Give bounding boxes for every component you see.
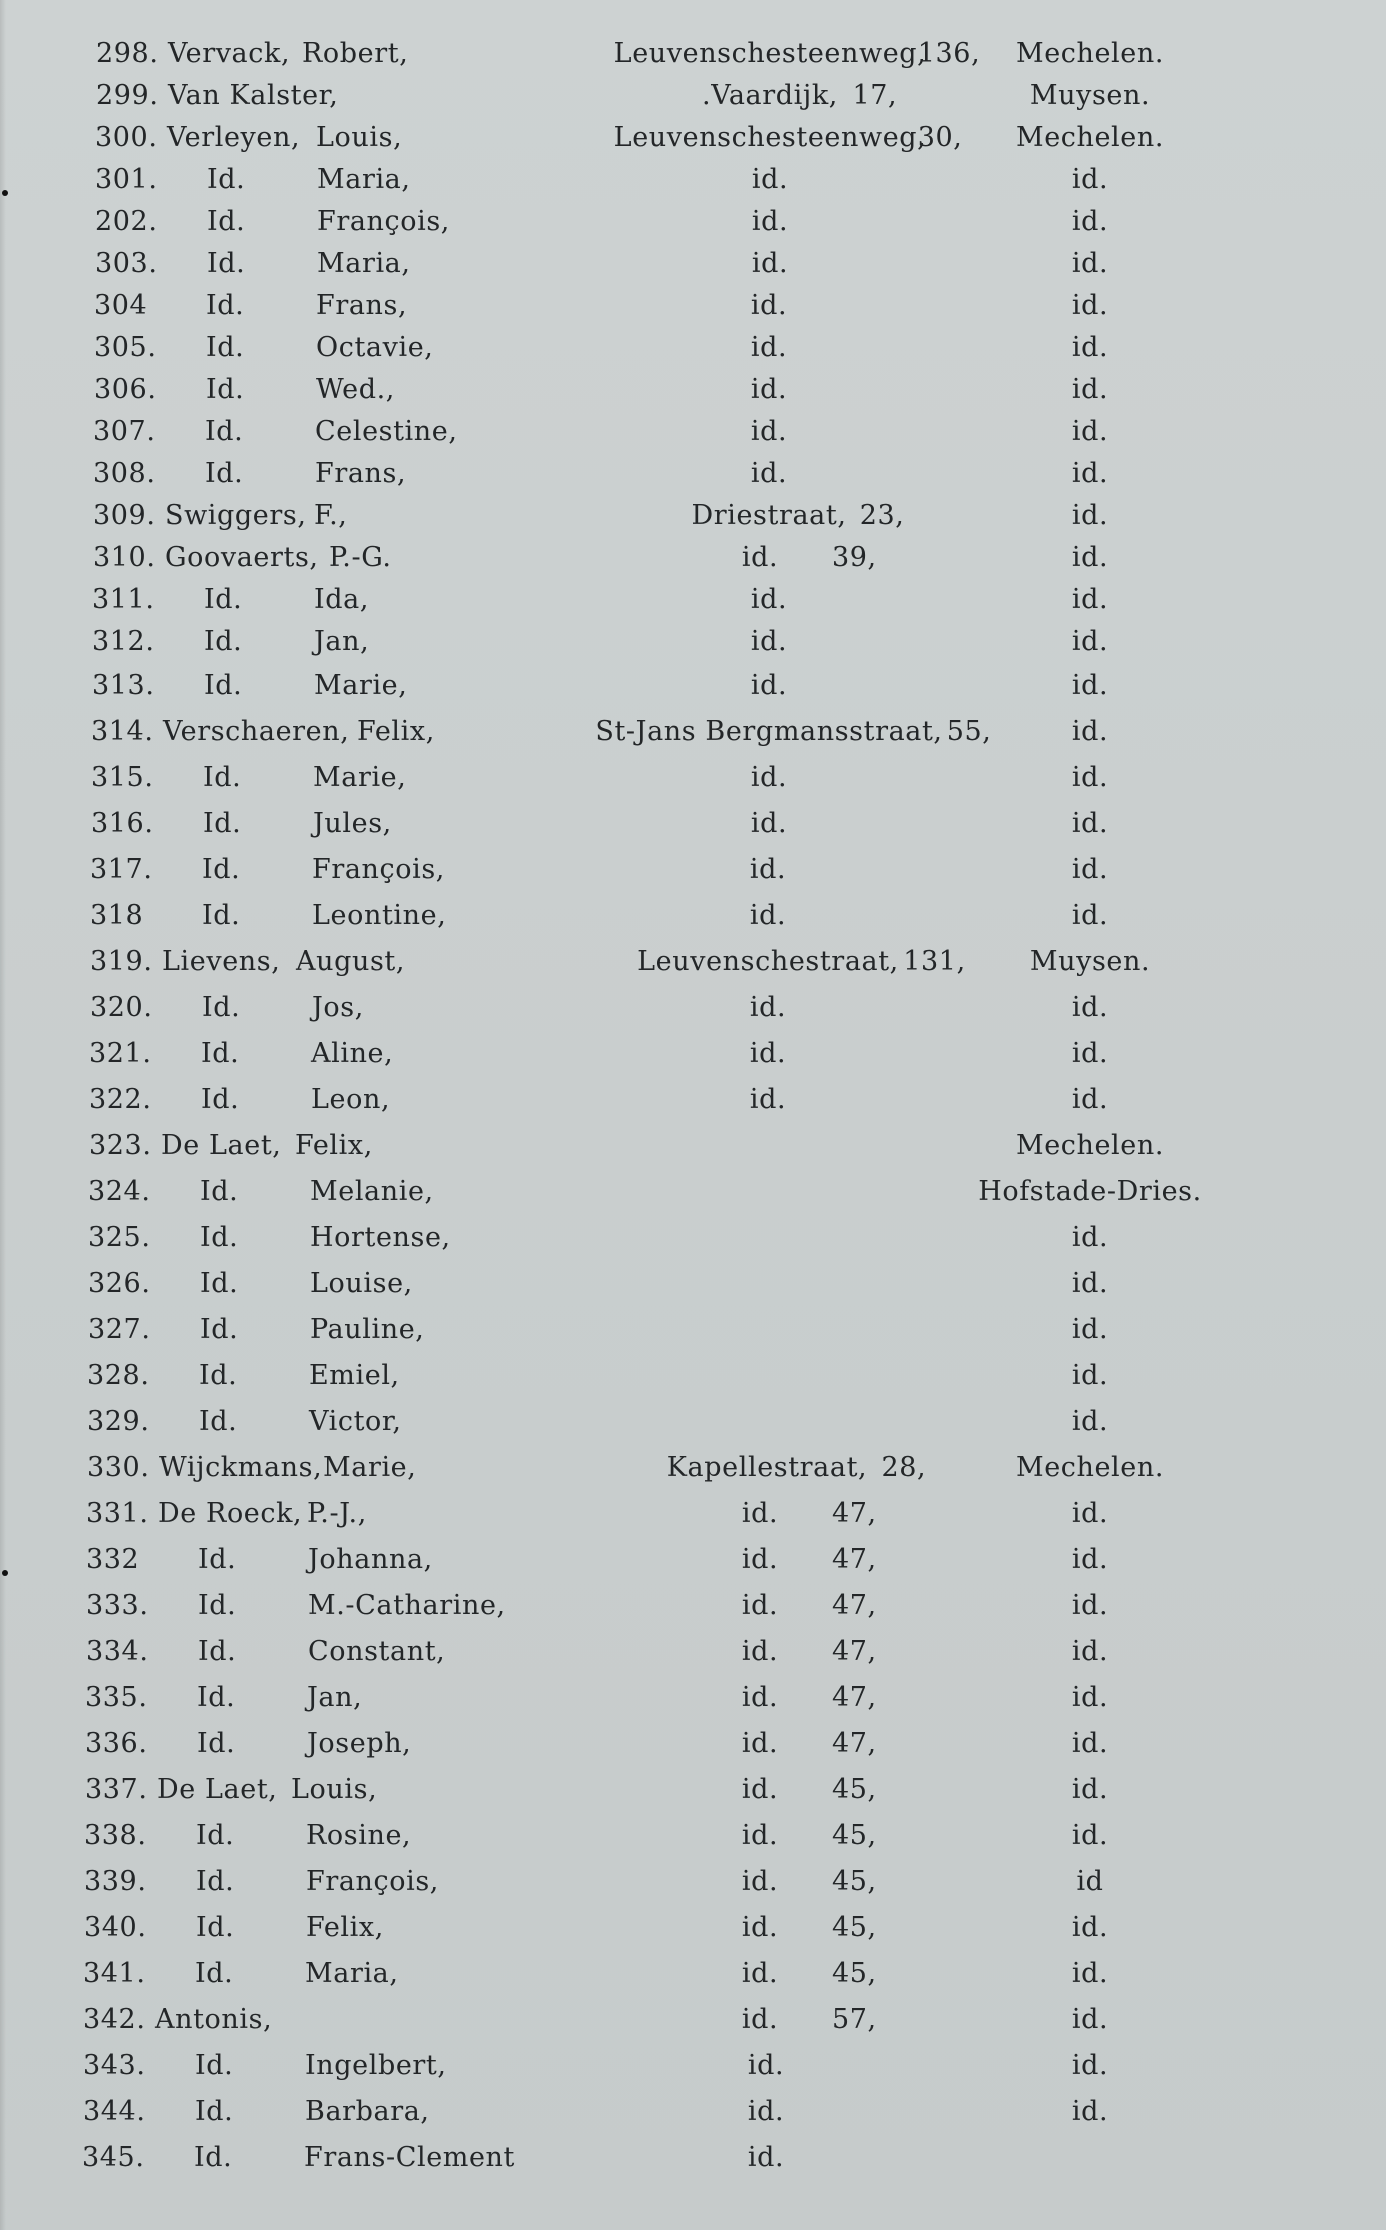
municipality: id.: [1071, 1314, 1109, 1345]
given-name: Felix,: [357, 716, 435, 747]
register-row: [0, 668, 1386, 708]
surname: De Laet,: [157, 1774, 278, 1805]
ditto-mark: Id.: [199, 1406, 238, 1437]
given-name: Marie,: [314, 670, 408, 701]
surname: Goovaerts,: [165, 542, 319, 573]
street-address: id.: [741, 1544, 779, 1575]
register-row: [0, 1864, 1386, 1904]
house-number: 47,: [832, 1682, 877, 1713]
given-name: F.,: [314, 500, 348, 531]
ditto-mark: Id.: [197, 1728, 236, 1759]
entry-number: 319.: [90, 946, 153, 977]
municipality: id.: [1071, 1038, 1109, 1069]
register-row: [0, 288, 1386, 328]
surname: Vervack,: [168, 38, 291, 69]
ditto-mark: Id.: [203, 808, 242, 839]
given-name: Wed.,: [316, 374, 395, 405]
entry-number: 314.: [91, 716, 154, 747]
municipality: id.: [1071, 992, 1109, 1023]
street-address: id.: [750, 808, 788, 839]
entry-number: 330.: [87, 1452, 150, 1483]
entry-number: 321.: [89, 1038, 152, 1069]
ditto-mark: Id.: [207, 206, 246, 237]
ditto-mark: Id.: [195, 2096, 234, 2127]
given-name: Johanna,: [308, 1544, 433, 1575]
street-address: id.: [741, 1820, 779, 1851]
register-row: [0, 944, 1386, 984]
given-name: Louis,: [291, 1774, 378, 1805]
ditto-mark: Id.: [200, 1176, 239, 1207]
ditto-mark: Id.: [200, 1222, 239, 1253]
street-address: Leuvenschestraat,: [637, 946, 899, 977]
ditto-mark: Id.: [200, 1314, 239, 1345]
house-number: 23,: [859, 500, 905, 531]
given-name: Jan,: [314, 626, 370, 657]
municipality: id.: [1071, 248, 1109, 279]
municipality: id.: [1071, 1084, 1109, 1115]
municipality: Hofstade-Dries.: [978, 1176, 1202, 1207]
ditto-mark: Id.: [205, 458, 244, 489]
entry-number: 202.: [95, 206, 158, 237]
ditto-mark: Id.: [207, 164, 246, 195]
house-number: 45,: [832, 1958, 877, 1989]
given-name: Marie,: [313, 762, 407, 793]
street-address: id.: [749, 1084, 787, 1115]
entry-number: 338.: [84, 1820, 147, 1851]
register-row: [0, 624, 1386, 664]
given-name: Emiel,: [309, 1360, 400, 1391]
ditto-mark: Id.: [201, 1038, 240, 1069]
house-number: 17,: [852, 80, 898, 111]
register-row: [0, 246, 1386, 286]
given-name: Maria,: [305, 1958, 399, 1989]
register-row: [0, 204, 1386, 244]
street-address: id.: [741, 1958, 779, 1989]
surname: Swiggers,: [165, 500, 307, 531]
street-address: id.: [749, 1038, 787, 1069]
ditto-mark: Id.: [206, 290, 245, 321]
entry-number: 344.: [83, 2096, 146, 2127]
register-row: [0, 1496, 1386, 1536]
register-row: [0, 806, 1386, 846]
ditto-mark: Id.: [202, 900, 241, 931]
surname: Verschaeren,: [163, 716, 350, 747]
municipality: id.: [1071, 332, 1109, 363]
register-row: [0, 1726, 1386, 1766]
street-address: id.: [741, 1682, 779, 1713]
house-number: 47,: [832, 1590, 877, 1621]
entry-number: 313.: [92, 670, 155, 701]
register-row: [0, 1542, 1386, 1582]
municipality: id.: [1071, 670, 1109, 701]
register-row: [0, 1174, 1386, 1214]
municipality: id.: [1071, 542, 1109, 573]
municipality: id.: [1071, 2050, 1109, 2081]
given-name: Leontine,: [312, 900, 447, 931]
given-name: Marie,: [323, 1452, 417, 1483]
street-address: id.: [749, 992, 787, 1023]
ditto-mark: Id.: [198, 1544, 237, 1575]
municipality: Mechelen.: [1015, 122, 1165, 153]
given-name: P.-G.: [329, 542, 392, 573]
entry-number: 334.: [86, 1636, 149, 1667]
ditto-mark: Id.: [201, 1084, 240, 1115]
street-address: id.: [741, 1866, 779, 1897]
house-number: 47,: [832, 1636, 877, 1667]
entry-number: 340.: [84, 1912, 147, 1943]
street-address: id.: [751, 206, 789, 237]
municipality: id.: [1071, 1268, 1109, 1299]
entry-number: 339.: [84, 1866, 147, 1897]
street-address: id.: [750, 458, 788, 489]
street-address: id.: [750, 416, 788, 447]
given-name: Louise,: [310, 1268, 413, 1299]
given-name: August,: [296, 946, 406, 977]
entry-number: 303.: [95, 248, 158, 279]
entry-number: 306.: [94, 374, 157, 405]
street-address: id.: [751, 164, 789, 195]
given-name: Celestine,: [315, 416, 458, 447]
entry-number: 320.: [90, 992, 153, 1023]
entry-number: 328.: [87, 1360, 150, 1391]
given-name: Louis,: [316, 122, 403, 153]
surname: Verleyen,: [167, 122, 301, 153]
register-row: [0, 1588, 1386, 1628]
house-number: 57,: [832, 2004, 877, 2035]
entry-number: 342.: [83, 2004, 146, 2035]
surname: Lievens,: [162, 946, 281, 977]
ditto-mark: Id.: [202, 854, 241, 885]
ditto-mark: Id.: [205, 416, 244, 447]
register-row: [0, 714, 1386, 754]
surname: Van Kalster,: [168, 80, 339, 111]
entry-number: 309.: [93, 500, 156, 531]
municipality: Mechelen.: [1015, 1130, 1165, 1161]
street-address: id.: [741, 1774, 779, 1805]
municipality: id.: [1071, 762, 1109, 793]
street-address: Driestraat,: [691, 500, 847, 531]
street-address: id.: [750, 584, 788, 615]
entry-number: 329.: [87, 1406, 150, 1437]
house-number: 30,: [917, 122, 963, 153]
house-number: 55,: [946, 716, 992, 747]
ditto-mark: Id.: [195, 2050, 234, 2081]
register-row: [0, 2094, 1386, 2134]
municipality: id.: [1071, 290, 1109, 321]
municipality: id.: [1071, 1406, 1109, 1437]
municipality: id.: [1071, 854, 1109, 885]
ditto-mark: Id.: [195, 1958, 234, 1989]
register-row: [0, 372, 1386, 412]
entry-number: 324.: [88, 1176, 151, 1207]
street-address: id.: [750, 626, 788, 657]
entry-number: 298.: [96, 38, 159, 69]
register-row: [0, 1358, 1386, 1398]
municipality: id.: [1071, 458, 1109, 489]
ditto-mark: Id.: [199, 1360, 238, 1391]
street-address: id.: [741, 2004, 779, 2035]
municipality: id.: [1071, 1912, 1109, 1943]
entry-number: 331.: [86, 1498, 149, 1529]
street-address: id.: [750, 290, 788, 321]
register-row: [0, 1404, 1386, 1444]
register-row: [0, 162, 1386, 202]
register-row: [0, 2048, 1386, 2088]
entry-number: 343.: [83, 2050, 146, 2081]
municipality: id.: [1071, 1222, 1109, 1253]
register-row: [0, 36, 1386, 76]
entry-number: 325.: [88, 1222, 151, 1253]
house-number: 45,: [832, 1774, 877, 1805]
municipality: id.: [1071, 1820, 1109, 1851]
ditto-mark: Id.: [194, 2142, 233, 2173]
entry-number: 311.: [92, 584, 155, 615]
given-name: Jos,: [312, 992, 364, 1023]
ditto-mark: Id.: [204, 670, 243, 701]
street-address: id.: [741, 542, 779, 573]
entry-number: 301.: [95, 164, 158, 195]
given-name: Jan,: [307, 1682, 363, 1713]
house-number: 39,: [832, 542, 877, 573]
register-row: [0, 1266, 1386, 1306]
house-number: 45,: [832, 1820, 877, 1851]
street-address: id.: [749, 854, 787, 885]
register-row: [0, 1680, 1386, 1720]
register-row: [0, 990, 1386, 1030]
ditto-mark: Id.: [198, 1590, 237, 1621]
register-row: [0, 898, 1386, 938]
entry-number: 312.: [92, 626, 155, 657]
street-address: id.: [747, 2096, 785, 2127]
given-name: Octavie,: [316, 332, 434, 363]
street-address: id.: [741, 1590, 779, 1621]
municipality: id.: [1071, 808, 1109, 839]
street-address: Leuvenschesteenweg,: [613, 38, 927, 69]
given-name: Frans,: [316, 290, 408, 321]
house-number: 136,: [917, 38, 981, 69]
ditto-mark: Id.: [196, 1866, 235, 1897]
register-row: [0, 498, 1386, 538]
municipality: Muysen.: [1029, 946, 1151, 977]
ditto-mark: Id.: [202, 992, 241, 1023]
entry-number: 305.: [94, 332, 157, 363]
municipality: id.: [1071, 2004, 1109, 2035]
register-row: [0, 1772, 1386, 1812]
given-name: Jules,: [313, 808, 392, 839]
register-row: [0, 120, 1386, 160]
entry-number: 308.: [93, 458, 156, 489]
register-row: [0, 1818, 1386, 1858]
house-number: 131,: [903, 946, 966, 977]
street-address: id.: [741, 1912, 779, 1943]
ditto-mark: Id.: [206, 332, 245, 363]
given-name: Leon,: [311, 1084, 391, 1115]
street-address: id.: [749, 900, 787, 931]
register-row: [0, 456, 1386, 496]
given-name: Victor,: [309, 1406, 402, 1437]
entry-number: 326.: [88, 1268, 151, 1299]
given-name: François,: [306, 1866, 439, 1897]
entry-number: 345.: [82, 2142, 145, 2173]
ditto-mark: Id.: [200, 1268, 239, 1299]
register-row: [0, 1082, 1386, 1122]
given-name: Frans,: [315, 458, 407, 489]
house-number: 45,: [832, 1866, 877, 1897]
register-row: [0, 1036, 1386, 1076]
entry-number: 336.: [85, 1728, 148, 1759]
entry-number: 341.: [83, 1958, 146, 1989]
ditto-mark: Id.: [203, 762, 242, 793]
surname: De Roeck,: [158, 1498, 303, 1529]
ditto-mark: Id.: [207, 248, 246, 279]
municipality: id.: [1071, 1636, 1109, 1667]
municipality: id.: [1071, 1498, 1109, 1529]
entry-number: 335.: [85, 1682, 148, 1713]
surname: Antonis,: [155, 2004, 273, 2035]
register-row: [0, 540, 1386, 580]
house-number: 45,: [832, 1912, 877, 1943]
ditto-mark: Id.: [204, 584, 243, 615]
register-row: [0, 414, 1386, 454]
entry-number: 327.: [88, 1314, 151, 1345]
register-row: [0, 1312, 1386, 1352]
ditto-mark: Id.: [197, 1682, 236, 1713]
given-name: Ingelbert,: [305, 2050, 447, 2081]
municipality: id.: [1071, 2096, 1109, 2127]
entry-number: 310.: [93, 542, 156, 573]
register-row: [0, 2140, 1386, 2180]
street-address: id.: [741, 1498, 779, 1529]
street-address: id.: [750, 762, 788, 793]
street-address: id.: [747, 2050, 785, 2081]
given-name: Frans-Clement: [304, 2142, 515, 2173]
given-name: Aline,: [311, 1038, 394, 1069]
given-name: François,: [312, 854, 445, 885]
street-address: id.: [751, 248, 789, 279]
surname: Wijckmans,: [159, 1452, 323, 1483]
entry-number: 333.: [86, 1590, 149, 1621]
municipality: Mechelen.: [1015, 1452, 1165, 1483]
entry-number: 318: [90, 900, 144, 931]
given-name: Maria,: [317, 164, 411, 195]
given-name: Joseph,: [307, 1728, 412, 1759]
surname: De Laet,: [161, 1130, 282, 1161]
entry-number: 315.: [91, 762, 154, 793]
given-name: Constant,: [308, 1636, 446, 1667]
entry-number: 337.: [85, 1774, 148, 1805]
street-address: id.: [750, 332, 788, 363]
ditto-mark: Id.: [204, 626, 243, 657]
ditto-mark: Id.: [196, 1820, 235, 1851]
street-address: Leuvenschesteenweg,: [613, 122, 927, 153]
given-name: M.-Catharine,: [308, 1590, 506, 1621]
municipality: id.: [1071, 500, 1109, 531]
given-name: P.-J.,: [307, 1498, 367, 1529]
house-number: 47,: [832, 1498, 877, 1529]
municipality: id.: [1071, 1590, 1109, 1621]
entry-number: 323.: [89, 1130, 152, 1161]
municipality: id.: [1071, 1682, 1109, 1713]
municipality: id.: [1071, 626, 1109, 657]
municipality: id.: [1071, 206, 1109, 237]
register-row: [0, 852, 1386, 892]
register-row: [0, 78, 1386, 118]
register-row: [0, 760, 1386, 800]
house-number: 47,: [832, 1728, 877, 1759]
house-number: 47,: [832, 1544, 877, 1575]
register-row: [0, 1956, 1386, 1996]
entry-number: 316.: [91, 808, 154, 839]
municipality: id: [1076, 1866, 1104, 1897]
ditto-mark: Id.: [196, 1912, 235, 1943]
given-name: Robert,: [302, 38, 409, 69]
register-row: [0, 1450, 1386, 1490]
ditto-mark: Id.: [198, 1636, 237, 1667]
register-row: [0, 2002, 1386, 2042]
street-address: id.: [750, 670, 788, 701]
register-row: [0, 1128, 1386, 1168]
register-row: [0, 1220, 1386, 1260]
given-name: Felix,: [295, 1130, 373, 1161]
municipality: id.: [1071, 164, 1109, 195]
entry-number: 299.: [96, 80, 159, 111]
street-address: Kapellestraat,: [666, 1452, 868, 1483]
given-name: Maria,: [317, 248, 411, 279]
register-row: [0, 582, 1386, 622]
entry-number: 307.: [93, 416, 156, 447]
entry-number: 300.: [95, 122, 158, 153]
entry-number: 304: [94, 290, 148, 321]
municipality: id.: [1071, 1728, 1109, 1759]
given-name: Hortense,: [310, 1222, 451, 1253]
street-address: St-Jans Bergmansstraat,: [595, 716, 943, 747]
given-name: Ida,: [314, 584, 370, 615]
given-name: Rosine,: [306, 1820, 412, 1851]
municipality: id.: [1071, 584, 1109, 615]
street-address: id.: [750, 374, 788, 405]
municipality: id.: [1071, 1958, 1109, 1989]
municipality: id.: [1071, 716, 1109, 747]
entry-number: 332: [86, 1544, 140, 1575]
municipality: id.: [1071, 374, 1109, 405]
given-name: Pauline,: [310, 1314, 425, 1345]
municipality: id.: [1071, 1774, 1109, 1805]
given-name: Felix,: [306, 1912, 384, 1943]
register-row: [0, 330, 1386, 370]
street-address: id.: [741, 1636, 779, 1667]
municipality: Muysen.: [1029, 80, 1151, 111]
given-name: François,: [317, 206, 450, 237]
register-row: [0, 1634, 1386, 1674]
entry-number: 322.: [89, 1084, 152, 1115]
given-name: Melanie,: [310, 1176, 434, 1207]
entry-number: 317.: [90, 854, 153, 885]
municipality: id.: [1071, 1544, 1109, 1575]
given-name: Barbara,: [305, 2096, 430, 2127]
street-address: id.: [741, 1728, 779, 1759]
municipality: id.: [1071, 416, 1109, 447]
street-address: id.: [747, 2142, 785, 2173]
street-address: .Vaardijk,: [702, 80, 838, 111]
register-row: [0, 1910, 1386, 1950]
municipality: id.: [1071, 1360, 1109, 1391]
municipality: Mechelen.: [1015, 38, 1165, 69]
ditto-mark: Id.: [206, 374, 245, 405]
house-number: 28,: [881, 1452, 927, 1483]
municipality: id.: [1071, 900, 1109, 931]
